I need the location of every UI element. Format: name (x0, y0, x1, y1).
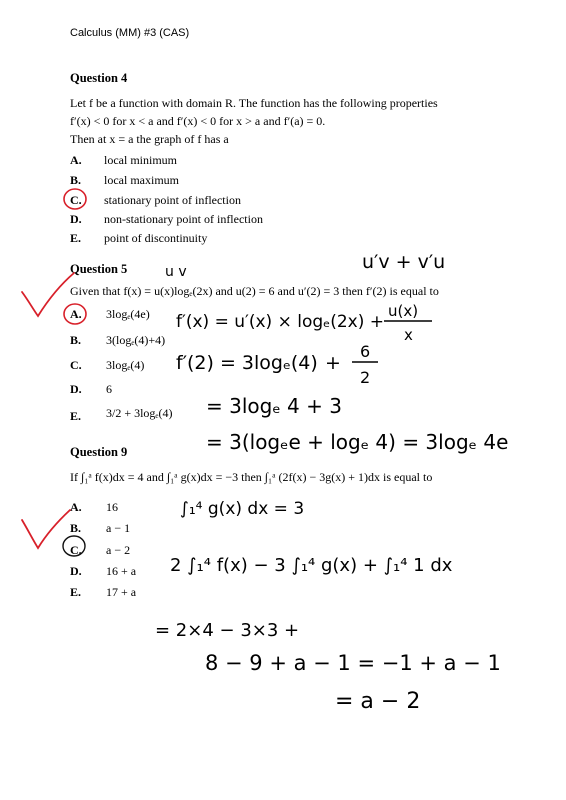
hand-uv: u v (165, 264, 187, 280)
q4-option-d-label[interactable]: D. (70, 212, 82, 226)
question-4-line-1: Let f be a function with domain R. The function has the following properties (70, 96, 438, 110)
q9-option-a-label[interactable]: A. (70, 500, 82, 514)
hand-line-1: f′(x) = u′(x) × logₑ(2x) + (176, 312, 385, 332)
hand-line-2: f′(2) = 3logₑ(4) (176, 352, 318, 374)
hand-line-7: = 2×4 − 3×3 + (155, 620, 300, 641)
q4-option-c-label[interactable]: C. (70, 193, 82, 207)
hand-frac2-den: 2 (360, 368, 371, 387)
question-5-stem: Given that f(x) = u(x)logₑ(2x) and u(2) = 6 and u′(2) = 3 then f′(2) is equal to (70, 284, 439, 298)
q5-option-c-label[interactable]: C. (70, 358, 82, 372)
q9-option-e-label[interactable]: E. (70, 585, 82, 599)
hand-line-5: ∫₁⁴ g(x) dx = 3 (180, 499, 305, 519)
q4-option-b-text: local maximum (104, 173, 179, 187)
q4-option-a-label[interactable]: A. (70, 153, 82, 167)
q4-option-a-text: local minimum (104, 153, 177, 167)
question-4-title: Question 4 (70, 71, 128, 85)
hand-line-6: 2 ∫₁⁴ f(x) − 3 ∫₁⁴ g(x) + ∫₁⁴ 1 dx (170, 555, 453, 576)
q9-option-b-label[interactable]: B. (70, 521, 82, 535)
question-4-line-2: f′(x) < 0 for x < a and f′(x) < 0 for x > a and f′(a) = 0. (70, 114, 326, 128)
q9-option-e-text: 17 + a (106, 585, 137, 599)
q9-option-d-text: 16 + a (106, 564, 137, 578)
q5-option-a-label[interactable]: A. (70, 307, 82, 321)
hand-line-2-plus: + (325, 352, 341, 374)
q4-option-e-text: point of discontinuity (104, 231, 208, 245)
q5-option-a-text: 3logₑ(4e) (106, 307, 150, 321)
hand-line-3: = 3logₑ 4 + 3 (206, 394, 342, 418)
hand-line-8: 8 − 9 + a − 1 = −1 + a − 1 (205, 651, 501, 675)
q4-option-b-label[interactable]: B. (70, 173, 82, 187)
hand-line-9: = a − 2 (335, 689, 421, 714)
q5-option-c-text: 3logₑ(4) (106, 358, 145, 372)
question-9-stem: If ∫₁ᵃ f(x)dx = 4 and ∫₁ᵃ g(x)dx = −3 then ∫₁ᵃ (2f(x) − 3g(x) + 1)dx is equal to (70, 470, 433, 484)
hand-product-rule: u′v + v′u (362, 251, 446, 273)
q9-tick-mark (22, 510, 70, 548)
page-header: Calculus (MM) #3 (CAS) (70, 27, 190, 39)
q5-option-e-text: 3/2 + 3logₑ(4) (106, 406, 173, 420)
q9-option-c-label[interactable]: C. (70, 543, 82, 557)
hand-frac-num: u(x) (388, 302, 419, 320)
q5-option-b-text: 3(logₑ(4)+4) (106, 333, 166, 347)
q9-option-c-text: a − 2 (106, 543, 131, 557)
q9-option-b-text: a − 1 (106, 521, 131, 535)
q4-option-d-text: non-stationary point of inflection (104, 212, 263, 226)
q5-option-e-label[interactable]: E. (70, 409, 82, 423)
question-9-title: Question 9 (70, 445, 128, 459)
q5-tick-mark (22, 273, 74, 316)
question-5-title: Question 5 (70, 262, 128, 276)
hand-frac-den: x (404, 326, 413, 344)
hand-frac2-num: 6 (360, 342, 371, 361)
q4-option-e-label[interactable]: E. (70, 231, 82, 245)
q5-option-d-text: 6 (106, 382, 112, 396)
q5-option-b-label[interactable]: B. (70, 333, 82, 347)
q4-option-c-text: stationary point of inflection (104, 193, 241, 207)
q5-option-d-label[interactable]: D. (70, 382, 82, 396)
hand-line-4: = 3(logₑe + logₑ 4) = 3logₑ 4e (206, 430, 509, 454)
q9-option-d-label[interactable]: D. (70, 564, 82, 578)
question-4-line-3: Then at x = a the graph of f has a (70, 132, 229, 146)
q9-option-a-text: 16 (106, 500, 118, 514)
